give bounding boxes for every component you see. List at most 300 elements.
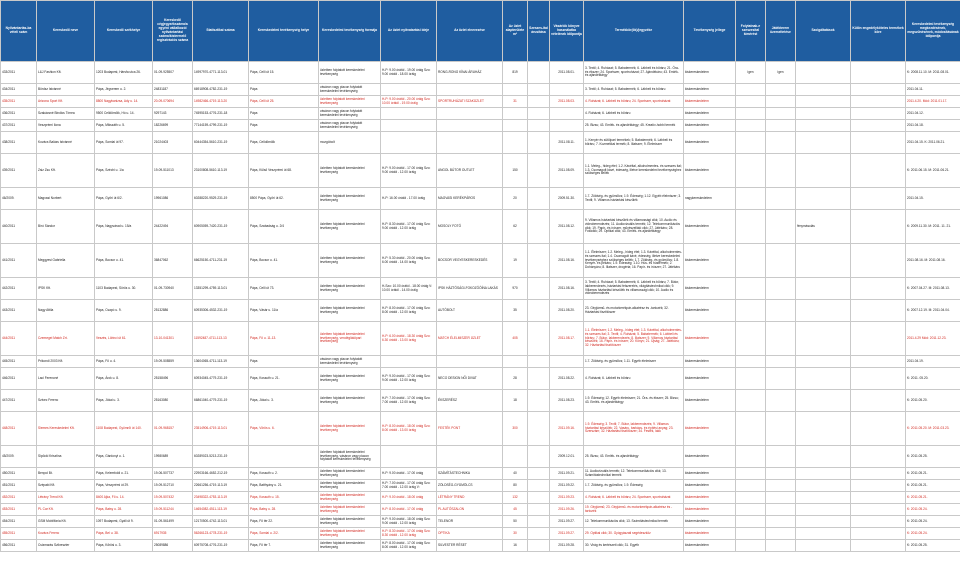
cell-place[interactable]: Pápa, Fő u. 11-13. <box>249 322 319 356</box>
cell-date[interactable]: K: 2011.05.24. <box>906 504 960 516</box>
cell-seat[interactable]: Pápa, Árok u. 8. <box>95 368 153 390</box>
cell-place[interactable]: Pápa, Jókai u. 3. <box>249 390 319 412</box>
table-row[interactable] <box>1 356 960 368</box>
cell-alcohol[interactable] <box>528 356 550 368</box>
cell-alcohol[interactable] <box>528 96 550 108</box>
cell-alcohol[interactable] <box>528 108 550 120</box>
cell-special[interactable] <box>851 322 906 356</box>
cell-date[interactable]: K: 2008.11.10. M: 2011.08.01. <box>906 62 960 84</box>
cell-area[interactable] <box>503 84 528 96</box>
cell-special[interactable] <box>851 300 906 322</box>
cell-goods[interactable]: 25. Bizsu; 43. Emlék- és ajándéktárgy <box>584 446 684 468</box>
cell-book[interactable]: 2011.08.03. <box>550 96 584 108</box>
cell-reg[interactable]: 9297143 <box>153 108 193 120</box>
cell-alcohol[interactable] <box>528 188 550 210</box>
cell-game[interactable] <box>766 244 796 278</box>
cell-type[interactable]: kiskereskedelem <box>684 300 736 322</box>
cell-name[interactable]: Siemes Kereskedelmi Kft. <box>37 412 95 446</box>
table-row[interactable] <box>1 390 960 412</box>
cell-no[interactable]: 455/2011 <box>1 528 37 540</box>
cell-name[interactable]: Veszprémi Ilona <box>37 120 95 132</box>
cell-name[interactable]: Kovács Balázs Istvánné <box>37 132 95 154</box>
cell-goods[interactable]: 9. Villamos háztartási készülék és villamossági cikk; 10. Audio és videoberendezés; 11. Audiovizuális termék; 12. Telekommunikációs cikk; 19. Papír- és írószer, művészellátó cikk; 27. Játékáru; 28. Fotócikk; 29. Optikai cikk; 43. Emlék- és ajándéktárgy <box>584 210 684 244</box>
cell-seat[interactable]: Pápa, Batsy u. 28. <box>95 504 153 516</box>
cell-goods[interactable]: 19. Gépjármű; 23. Gépjármű- és motorkerékpár-alkatrész és -tartozék <box>584 504 684 516</box>
cell-date[interactable]: K: 2007.04.27. M: 2011.08.13. <box>906 278 960 300</box>
cell-seat[interactable]: Pápa, Jégverem u. 2. <box>95 84 153 96</box>
cell-date[interactable]: 2011.4.20. Mód: 2011.01.17. <box>906 96 960 108</box>
cell-service[interactable] <box>796 244 851 278</box>
cell-spirits[interactable] <box>736 446 766 468</box>
cell-date[interactable]: 2011.04.12. <box>906 108 960 120</box>
cell-alcohol[interactable] <box>528 390 550 412</box>
cell-form[interactable]: üzletben folytatott kereskedelmi tevékenység <box>319 540 381 552</box>
cell-reg[interactable]: 36847062 <box>153 244 193 278</box>
cell-hours[interactable]: H-P: 9.00 órától - 19.00 óráig Szo: 9.00 órától - 18.00 óráig <box>381 62 437 84</box>
cell-date[interactable]: 2011.04.19. <box>906 356 960 368</box>
cell-type[interactable]: kiskereskedelem <box>684 356 736 368</box>
cell-form[interactable]: üzletben folytatott kereskedelmi tevékenység <box>319 278 381 300</box>
cell-hours[interactable]: H-P: 8.00 órától - 17.00 óráig Szo: 8.00 órától - 12.00 óráig <box>381 540 437 552</box>
cell-alcohol[interactable] <box>528 446 550 468</box>
cell-place[interactable]: Pápa, Celldömölk <box>249 132 319 154</box>
cell-form[interactable]: üzletben folytatott kereskedelmi tevékenység <box>319 300 381 322</box>
cell-no[interactable]: 446/2011 <box>1 368 37 390</box>
cell-reg[interactable]: 24422494 <box>153 210 193 244</box>
cell-seat[interactable]: Pápa, Gárdonyi u. 1. <box>95 446 153 468</box>
cell-game[interactable] <box>766 412 796 446</box>
cell-reg[interactable]: 25132886 <box>153 300 193 322</box>
cell-alcohol[interactable] <box>528 120 550 132</box>
cell-spirits[interactable] <box>736 504 766 516</box>
cell-seat[interactable]: 9500 Celldömölk, Hó u. 14. <box>95 108 153 120</box>
cell-area[interactable]: 405 <box>503 322 528 356</box>
cell-form[interactable]: üzletben folytatott kereskedelmi tevékenység <box>319 412 381 446</box>
cell-stat[interactable]: 23514906-4719-113-01 <box>193 412 249 446</box>
cell-no[interactable]: 447/2011 <box>1 390 37 412</box>
cell-game[interactable] <box>766 120 796 132</box>
cell-special[interactable] <box>851 120 906 132</box>
cell-reg[interactable]: 19-09-511244 <box>153 504 193 516</box>
cell-date[interactable]: K: 2011.05.21. <box>906 468 960 480</box>
cell-book[interactable]: 2011.09.23. <box>550 492 584 504</box>
cell-stat[interactable]: 56266123-4778-231-19 <box>193 528 249 540</box>
cell-reg[interactable]: 19980689 <box>153 446 193 468</box>
cell-area[interactable]: 30 <box>503 528 528 540</box>
cell-form[interactable]: üzletben folytatott kereskedelmi tevékenység <box>319 468 381 480</box>
cell-reg[interactable]: 19-09-508559 <box>153 356 193 368</box>
table-row[interactable] <box>1 480 960 492</box>
cell-spirits[interactable] <box>736 84 766 96</box>
cell-book[interactable]: 2011.09.27. <box>550 528 584 540</box>
cell-stat[interactable]: 11592487-4711-113-13 <box>193 322 249 356</box>
table-row[interactable] <box>1 504 960 516</box>
cell-area[interactable] <box>503 120 528 132</box>
cell-date[interactable]: K: 2011.05.21. <box>906 480 960 492</box>
cell-type[interactable]: kiskereskedelem <box>684 368 736 390</box>
cell-no[interactable]: 438/2011 <box>1 132 37 154</box>
cell-shop[interactable]: SZÁMÍTÁSTECHNIKA <box>437 468 503 480</box>
cell-book[interactable]: 2011.09.26. <box>550 504 584 516</box>
cell-area[interactable]: 50 <box>503 516 528 528</box>
table-row[interactable] <box>1 96 960 108</box>
cell-service[interactable]: fénymásolás <box>796 210 851 244</box>
cell-game[interactable] <box>766 390 796 412</box>
cell-reg[interactable]: 01-09-925507 <box>153 62 193 84</box>
cell-place[interactable]: Pápa, Külső Veszprémi út 68. <box>249 154 319 188</box>
cell-area[interactable]: 132 <box>503 492 528 504</box>
cell-alcohol[interactable] <box>528 84 550 96</box>
cell-name[interactable]: Csizmarás Szilveszter <box>37 540 95 552</box>
cell-game[interactable] <box>766 356 796 368</box>
cell-book[interactable]: 2011.09.21. <box>550 468 584 480</box>
cell-place[interactable]: Pápa, Vörös u. 6. <box>249 412 319 446</box>
cell-stat[interactable]: 60934045-4779-231-19 <box>193 368 249 390</box>
cell-no[interactable]: 45/2009. <box>1 446 37 468</box>
cell-stat[interactable]: 12170500-4742-113-01 <box>193 516 249 528</box>
cell-date[interactable]: 2011.04.15. <box>906 188 960 210</box>
cell-type[interactable]: kiskereskedelem <box>684 446 736 468</box>
cell-game[interactable] <box>766 368 796 390</box>
cell-alcohol[interactable] <box>528 480 550 492</box>
cell-area[interactable]: 19 <box>503 244 528 278</box>
cell-book[interactable]: 2011.08.16. <box>550 278 584 300</box>
cell-type[interactable]: kiskereskedelem <box>684 84 736 96</box>
cell-special[interactable] <box>851 528 906 540</box>
table-row[interactable] <box>1 492 960 504</box>
cell-area[interactable] <box>503 108 528 120</box>
cell-name[interactable]: Meggyesi Gabriella <box>37 244 95 278</box>
cell-area[interactable]: 62 <box>503 210 528 244</box>
cell-stat[interactable]: 14654082-4511-113-19 <box>193 504 249 516</box>
cell-date[interactable]: 2011.04.11. <box>906 84 960 96</box>
cell-form[interactable]: üzletben folytatott kereskedelmi tevékenység <box>319 244 381 278</box>
cell-name[interactable]: Szépakt Kft. <box>37 480 95 492</box>
cell-shop[interactable] <box>437 84 503 96</box>
cell-form[interactable]: üzletben folytatott kereskedelmi tevékenység <box>319 516 381 528</box>
table-row[interactable] <box>1 108 960 120</box>
cell-special[interactable] <box>851 446 906 468</box>
cell-name[interactable]: Bördsz Istvánné <box>37 84 95 96</box>
cell-hours[interactable] <box>381 108 437 120</box>
cell-place[interactable]: Pápa, Batthyány u. 21. <box>249 480 319 492</box>
cell-hours[interactable]: H-P: 8.30 órától - 17.00 óráig Szo: 9.00 órától - 12.00 óráig <box>381 210 437 244</box>
cell-spirits[interactable] <box>736 188 766 210</box>
cell-goods[interactable]: 3. Textil; 4. Ruházat; 5. Babatermék; 6. Lábbeli és bőráru; 7. Bútor, lakberendezés, háztartási felszerelés, világítástechnikai cikk; 9. Villamos háztartási készülék és villamossági cikk; 10. Audio és videoberendezés <box>584 278 684 300</box>
cell-game[interactable] <box>766 84 796 96</box>
cell-stat[interactable]: 74595153-4776-231-18 <box>193 108 249 120</box>
cell-no[interactable]: 439/2011 <box>1 154 37 188</box>
table-row[interactable] <box>1 210 960 244</box>
table-row[interactable] <box>1 132 960 154</box>
cell-area[interactable]: 35 <box>503 300 528 322</box>
cell-goods[interactable]: 1.1. Élelmiszer; 1.2. Meleg-, hideg étel; 1.3. Kávéital, alkoholmentes- és szeszes ital; 1.4. Csomagolt kávé, édesség, illetve kereskedelmi tevékenységhez szükséges kellék; 1.7. Zöldség- és gyümölcs; 1.8. Kenyér- és pékáru; 1.9. Édesség; 1.10. Hús- és hústermék; 2. Dohányáru; 8. Illatszer, drogéria; 16. Papír- és írószer; 27. Játékáru <box>584 244 684 278</box>
cell-service[interactable] <box>796 504 851 516</box>
cell-form[interactable]: üzletben folytatott kereskedelmi tevékenység <box>319 154 381 188</box>
cell-special[interactable] <box>851 368 906 390</box>
cell-form[interactable]: üzletben folytatott kereskedelmi tevékenység, vásáron vagy piacon folytatott kereskedelmi tevékenység <box>319 446 381 468</box>
cell-spirits[interactable] <box>736 412 766 446</box>
cell-spirits[interactable] <box>736 120 766 132</box>
cell-alcohol[interactable] <box>528 322 550 356</box>
cell-no[interactable]: 445/2011 <box>1 356 37 368</box>
cell-alcohol[interactable] <box>528 504 550 516</box>
cell-shop[interactable]: PL AUTÓSZALON <box>437 504 503 516</box>
cell-reg[interactable]: 25089886 <box>153 540 193 552</box>
cell-book[interactable]: 2011.09.28. <box>550 540 584 552</box>
cell-date[interactable]: K: 2011.05.20. M: 2011.03.23. <box>906 412 960 446</box>
cell-date[interactable]: 2011.08.16. M: 2011.08.16. <box>906 244 960 278</box>
table-row[interactable] <box>1 412 960 446</box>
table-row[interactable] <box>1 446 960 468</box>
table-row[interactable] <box>1 368 960 390</box>
cell-name[interactable]: Zsiz Zsu Kft. <box>37 154 95 188</box>
cell-place[interactable]: Pápa, Kossuth u. 2. <box>249 468 319 480</box>
cell-area[interactable]: 819 <box>503 62 528 84</box>
cell-place[interactable]: Pápa, Bocsor u. 41. <box>249 244 319 278</box>
cell-alcohol[interactable] <box>528 468 550 480</box>
cell-place[interactable]: Pápa, Kossuth u. 21. <box>249 368 319 390</box>
cell-special[interactable] <box>851 492 906 504</box>
cell-special[interactable] <box>851 356 906 368</box>
cell-type[interactable]: kiskereskedelem <box>684 540 736 552</box>
cell-seat[interactable]: Pápa, Fő u. 4. <box>95 356 153 368</box>
cell-book[interactable] <box>550 108 584 120</box>
table-row[interactable] <box>1 300 960 322</box>
cell-place[interactable]: Pápa <box>249 120 319 132</box>
cell-place[interactable]: Pápa, Batsy u. 28. <box>249 504 319 516</box>
table-row[interactable] <box>1 154 960 188</box>
table-row[interactable] <box>1 528 960 540</box>
cell-stat[interactable]: 66861040-4779-231-19 <box>193 390 249 412</box>
cell-reg[interactable]: 24831187 <box>153 84 193 96</box>
cell-date[interactable]: K: 2011.05.24. <box>906 528 960 540</box>
cell-game[interactable] <box>766 108 796 120</box>
cell-date[interactable]: K: 2011.06.15. M: 2011.06.21. <box>906 154 960 188</box>
cell-shop[interactable]: MAGVASI KERÉKPÁROS <box>437 188 503 210</box>
cell-type[interactable]: kiskereskedelem <box>684 210 736 244</box>
cell-form[interactable]: vásáron vagy piacon folytatott kereskedelmi tevékenység <box>319 84 381 96</box>
cell-form[interactable]: üzletben folytatott kereskedelmi tevékenység <box>319 504 381 516</box>
cell-spirits[interactable] <box>736 468 766 480</box>
cell-reg[interactable]: 01-09-561499 <box>153 516 193 528</box>
cell-type[interactable]: kiskereskedelem <box>684 62 736 84</box>
cell-service[interactable] <box>796 278 851 300</box>
cell-area[interactable]: 18 <box>503 390 528 412</box>
cell-book[interactable]: 2011.08.20. <box>550 300 584 322</box>
cell-service[interactable] <box>796 480 851 492</box>
cell-no[interactable]: 434/2011 <box>1 84 37 96</box>
cell-special[interactable] <box>851 188 906 210</box>
cell-goods[interactable]: 3. Textil; 4. Ruházat; 5. Babatermék; 6. Lábbeli és bőráru <box>584 84 684 96</box>
cell-place[interactable]: Pápa <box>249 356 319 368</box>
cell-shop[interactable]: ZÖLDSÉG-GYÜMÖLCS <box>437 480 503 492</box>
cell-no[interactable]: 433/2011 <box>1 62 37 84</box>
cell-hours[interactable]: H-P: 5.30 órától - 20.00 óráig Szo: 6.00 órától - 14.00 óráig <box>381 244 437 278</box>
table-row[interactable] <box>1 278 960 300</box>
cell-special[interactable] <box>851 62 906 84</box>
cell-shop[interactable]: TELENOR <box>437 516 503 528</box>
cell-place[interactable]: Pápa <box>249 84 319 96</box>
cell-book[interactable]: 2011.08.09. <box>550 154 584 188</box>
cell-name[interactable]: Bíró Sándor <box>37 210 95 244</box>
cell-spirits[interactable]: igen <box>736 62 766 84</box>
cell-reg[interactable]: 25163080 <box>153 390 193 412</box>
cell-stat[interactable]: 66625150-4711-231-19 <box>193 244 249 278</box>
cell-seat[interactable]: Pápa, Mikszáth u. 5. <box>95 120 153 132</box>
cell-area[interactable]: 150 <box>503 154 528 188</box>
cell-reg[interactable]: 01-09-968157 <box>153 412 193 446</box>
cell-date[interactable]: 2011.04.15. K: 2011.06.21. <box>906 132 960 154</box>
cell-service[interactable] <box>796 368 851 390</box>
cell-shop[interactable] <box>437 108 503 120</box>
cell-stat[interactable]: 60935306-4532-231-19 <box>193 300 249 322</box>
cell-place[interactable]: Pápa, Kossuth u. 15. <box>249 492 319 504</box>
cell-no[interactable]: 444/2011 <box>1 322 37 356</box>
cell-special[interactable] <box>851 468 906 480</box>
cell-spirits[interactable] <box>736 390 766 412</box>
cell-type[interactable]: kiskereskedelem <box>684 244 736 278</box>
cell-special[interactable] <box>851 516 906 528</box>
cell-book[interactable] <box>550 356 584 368</box>
cell-shop[interactable]: RONG-RONG KÍNAI ÁRUHÁZ <box>437 62 503 84</box>
cell-spirits[interactable] <box>736 278 766 300</box>
cell-book[interactable]: 2011.08.01. <box>550 62 584 84</box>
cell-seat[interactable]: Pápa, Nagyvárad u. 15/a <box>95 210 153 244</box>
cell-no[interactable]: 442/2011 <box>1 278 37 300</box>
cell-service[interactable] <box>796 492 851 504</box>
cell-date[interactable]: K: 2011. 05.20. <box>906 368 960 390</box>
cell-place[interactable]: Pápa, Vásár u. 11/a <box>249 300 319 322</box>
cell-place[interactable]: Pápa <box>249 108 319 120</box>
cell-service[interactable] <box>796 300 851 322</box>
cell-shop[interactable]: BOCSOR VEGYESKERESKEDÉS <box>437 244 503 278</box>
cell-goods[interactable]: 25. Bizsu; 43. Emlék- és ajándéktárgy; 45. Kreatív-hobbi termék <box>584 120 684 132</box>
cell-name[interactable]: Nagy Attila <box>37 300 95 322</box>
cell-game[interactable] <box>766 540 796 552</box>
cell-no[interactable]: 452/2011 <box>1 492 37 504</box>
cell-spirits[interactable] <box>736 528 766 540</box>
cell-hours[interactable]: H-P: 9.00 órától - 17.00 óráig <box>381 468 437 480</box>
cell-date[interactable]: K: 2007.12.19. M: 2011.04.04. <box>906 300 960 322</box>
cell-form[interactable]: üzletben folytatott kereskedelmi tevékenység <box>319 210 381 244</box>
cell-date[interactable]: K: 2011.05.21. <box>906 492 960 504</box>
cell-hours[interactable] <box>381 446 437 468</box>
cell-book[interactable]: 2011.09.16. <box>550 412 584 446</box>
cell-date[interactable]: 2011.04.18. <box>906 120 960 132</box>
cell-date[interactable]: K: 2011.05.24. <box>906 516 960 528</box>
cell-special[interactable] <box>851 132 906 154</box>
cell-seat[interactable]: 1103 Budapest, Sörös u. 30. <box>95 278 153 300</box>
cell-book[interactable]: 2011.08.16. <box>550 244 584 278</box>
cell-area[interactable] <box>503 132 528 154</box>
cell-form[interactable]: mozgóbolt <box>319 132 381 154</box>
cell-area[interactable]: 80 <box>503 480 528 492</box>
cell-seat[interactable]: 8800 Nagykanizsa, Ady u. 14. <box>95 96 153 108</box>
cell-hours[interactable]: H-P: 9.00 órától - 17.00 óráig Szo: 9.00 órától - 12.00 óráig <box>381 154 437 188</box>
cell-type[interactable]: kiskereskedelem <box>684 278 736 300</box>
cell-no[interactable]: 437/2011 <box>1 120 37 132</box>
cell-reg[interactable]: 25158496 <box>153 368 193 390</box>
cell-form[interactable]: üzletben folytatott kereskedelmi tevékenység <box>319 62 381 84</box>
cell-hours[interactable]: H-P: 7.00 órától - 17.00 óráig Szo: 7.00 órától - 12.00 óráig V: <box>381 480 437 492</box>
cell-stat[interactable]: 77144159-4799-231-19 <box>193 120 249 132</box>
cell-spirits[interactable] <box>736 492 766 504</box>
cell-type[interactable]: kiskereskedelem <box>684 516 736 528</box>
cell-service[interactable] <box>796 84 851 96</box>
cell-form[interactable]: üzletben folytatott kereskedelmi tevékenység <box>319 492 381 504</box>
cell-special[interactable] <box>851 84 906 96</box>
cell-reg[interactable]: 19-09-512710 <box>153 480 193 492</box>
cell-stat[interactable]: 22661256-4719-113-19 <box>193 480 249 492</box>
cell-book[interactable]: 2009.12.01. <box>550 446 584 468</box>
cell-shop[interactable]: MOSOLY FOTÓ <box>437 210 503 244</box>
cell-spirits[interactable] <box>736 244 766 278</box>
cell-seat[interactable]: 1108 Budapest, Gyömrői út 140. <box>95 412 153 446</box>
cell-shop[interactable] <box>437 132 503 154</box>
cell-place[interactable]: Pápa, Celli út 73. <box>249 278 319 300</box>
cell-name[interactable]: L&J Fashion Kft. <box>37 62 95 84</box>
cell-game[interactable] <box>766 528 796 540</box>
cell-reg[interactable]: 19-06-507737 <box>153 468 193 480</box>
cell-game[interactable] <box>766 188 796 210</box>
cell-stat[interactable]: 13604065-4711-113-19 <box>193 356 249 368</box>
cell-game[interactable] <box>766 300 796 322</box>
cell-stat[interactable]: 22903166-4652-212-19 <box>193 468 249 480</box>
cell-name[interactable]: GSM Mobilfónia Kft. <box>37 516 95 528</box>
cell-seat[interactable]: Pápa, Széchi u. 1/a <box>95 154 153 188</box>
cell-service[interactable] <box>796 528 851 540</box>
cell-no[interactable]: 450/2011 <box>1 468 37 480</box>
cell-type[interactable]: kiskereskedelem <box>684 468 736 480</box>
cell-service[interactable] <box>796 108 851 120</box>
cell-shop[interactable]: IPSK HÁZTÓSÁGI-FOKOZÓÓÍNA LAKÁS <box>437 278 503 300</box>
cell-special[interactable] <box>851 390 906 412</box>
cell-no[interactable]: 440/2011 <box>1 210 37 244</box>
cell-special[interactable] <box>851 504 906 516</box>
cell-game[interactable] <box>766 516 796 528</box>
cell-area[interactable]: 300 <box>503 412 528 446</box>
table-row[interactable] <box>1 244 960 278</box>
cell-type[interactable]: kiskereskedelem <box>684 390 736 412</box>
cell-seat[interactable]: Pápa, Jókai u. 3. <box>95 390 153 412</box>
cell-no[interactable]: 454/2011 <box>1 516 37 528</box>
cell-spirits[interactable] <box>736 480 766 492</box>
cell-shop[interactable] <box>437 446 503 468</box>
cell-book[interactable]: 2011.08.17. <box>550 322 584 356</box>
cell-goods[interactable]: 1. Kenyér és sütőipari termékek; 5. Babatermék; 6. Lábbeli és bőráru; 7. Kozmetikai termék; 8. Illatszer; 9. Élelmiszer <box>584 132 684 154</box>
cell-shop[interactable]: ANGOL BÚTOR OUTLET <box>437 154 503 188</box>
cell-name[interactable]: Prikondi 2003 Kft. <box>37 356 95 368</box>
cell-spirits[interactable] <box>736 210 766 244</box>
cell-shop[interactable]: OPTIKA <box>437 528 503 540</box>
cell-area[interactable]: 31 <box>503 96 528 108</box>
cell-service[interactable] <box>796 96 851 108</box>
cell-stat[interactable]: 14997970-4771-113-01 <box>193 62 249 84</box>
cell-seat[interactable]: Pápa, Veszprémi út 29. <box>95 480 153 492</box>
cell-seat[interactable]: Pápa, Kőrösi u. 3. <box>95 540 153 552</box>
cell-shop[interactable]: MATCH ÉLELMISZER ÜZLET <box>437 322 503 356</box>
cell-type[interactable]: kiskereskedelem <box>684 480 736 492</box>
cell-alcohol[interactable] <box>528 132 550 154</box>
cell-hours[interactable]: H-P: 16.00 órától - 17.00 óráig <box>381 188 437 210</box>
cell-reg[interactable]: 19-09-507432 <box>153 492 193 504</box>
cell-type[interactable]: nagykereskedelem <box>684 188 736 210</box>
cell-special[interactable] <box>851 412 906 446</box>
cell-reg[interactable]: 01-09-730940 <box>153 278 193 300</box>
cell-type[interactable]: kiskereskedelem <box>684 322 736 356</box>
cell-goods[interactable]: 1.7. Zöldség- és gyümölcs; 1.11. Egyéb élelmiszer <box>584 356 684 368</box>
